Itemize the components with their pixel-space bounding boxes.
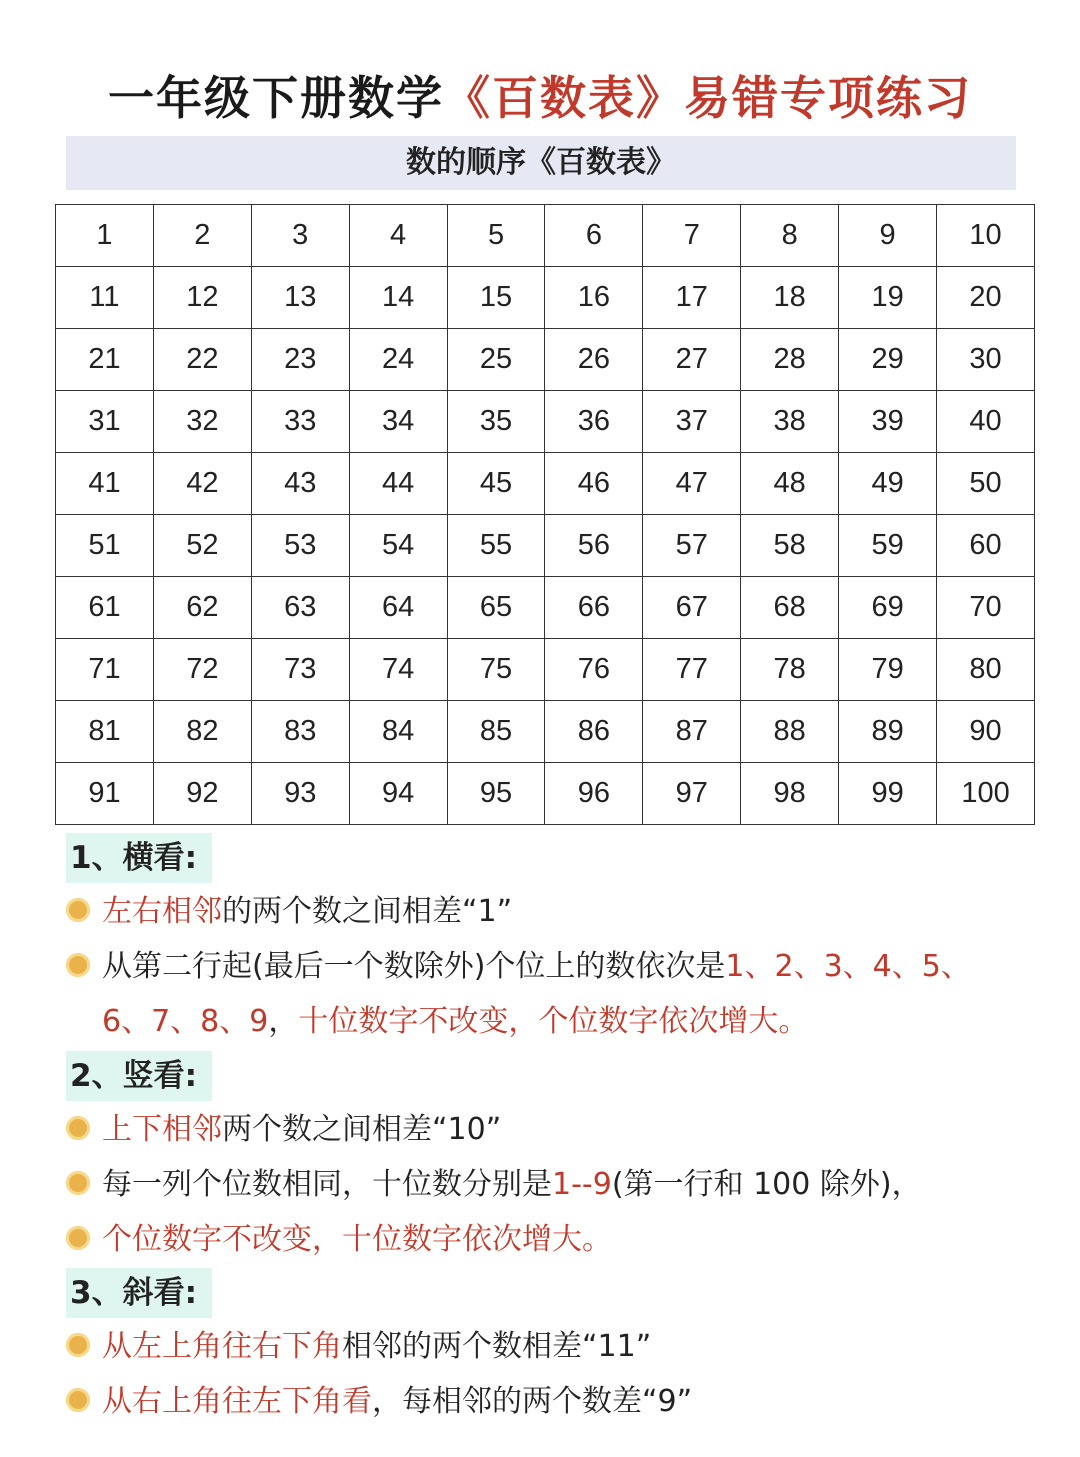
- table-cell: 24: [349, 329, 447, 391]
- table-cell: 68: [741, 577, 839, 639]
- section-3-line-2: [66, 1380, 692, 1424]
- table-cell: 56: [545, 515, 643, 577]
- section-1-heading: 1、横看:: [66, 833, 212, 883]
- table-cell: 8: [741, 205, 839, 267]
- s1-l3-sep: ，: [268, 1004, 299, 1039]
- table-cell: 30: [937, 329, 1035, 391]
- section-1-line-2: [66, 945, 971, 989]
- table-cell: 70: [937, 577, 1035, 639]
- table-cell: 90: [937, 701, 1035, 763]
- table-cell: 65: [447, 577, 545, 639]
- table-cell: 21: [56, 329, 154, 391]
- table-cell: 44: [349, 453, 447, 515]
- table-cell: 78: [741, 639, 839, 701]
- table-cell: 29: [839, 329, 937, 391]
- table-cell: 66: [545, 577, 643, 639]
- table-cell: 2: [153, 205, 251, 267]
- table-cell: 63: [251, 577, 349, 639]
- table-cell: 9: [839, 205, 937, 267]
- table-cell: 54: [349, 515, 447, 577]
- table-cell: 98: [741, 763, 839, 825]
- table-cell: 19: [839, 267, 937, 329]
- title-part-2: 《百数表》易错专项练习: [444, 71, 972, 125]
- table-cell: 45: [447, 453, 545, 515]
- table-cell: 10: [937, 205, 1035, 267]
- table-cell: 13: [251, 267, 349, 329]
- table-cell: 53: [251, 515, 349, 577]
- table-cell: 87: [643, 701, 741, 763]
- table-cell: 55: [447, 515, 545, 577]
- s1-l3-red2: 十位数字不改变，个位数字依次增大。: [298, 1004, 809, 1039]
- s2-l2-black: 每一列个位数相同，十位数分别是: [102, 1167, 552, 1202]
- title-part-1: 一年级下册数学: [108, 71, 444, 125]
- table-cell: 99: [839, 763, 937, 825]
- table-cell: 20: [937, 267, 1035, 329]
- table-cell: 18: [741, 267, 839, 329]
- table-cell: 89: [839, 701, 937, 763]
- table-cell: 72: [153, 639, 251, 701]
- table-cell: 17: [643, 267, 741, 329]
- table-row: [56, 577, 1035, 639]
- table-cell: 27: [643, 329, 741, 391]
- table-cell: 4: [349, 205, 447, 267]
- table-cell: 62: [153, 577, 251, 639]
- table-row: [56, 267, 1035, 329]
- table-cell: 51: [56, 515, 154, 577]
- table-cell: 38: [741, 391, 839, 453]
- table-cell: 92: [153, 763, 251, 825]
- table-cell: 83: [251, 701, 349, 763]
- table-cell: 97: [643, 763, 741, 825]
- table-row: [56, 391, 1035, 453]
- s2-l1-red: 上下相邻: [102, 1112, 222, 1147]
- flower-bullet-icon: [66, 1116, 90, 1140]
- flower-bullet-icon: [66, 898, 90, 922]
- table-cell: 47: [643, 453, 741, 515]
- table-cell: 42: [153, 453, 251, 515]
- table-cell: 61: [56, 577, 154, 639]
- table-cell: 96: [545, 763, 643, 825]
- table-cell: 100: [937, 763, 1035, 825]
- section-2-line-3: [66, 1218, 612, 1262]
- s1-l2-black: 从第二行起(最后一个数除外)个位上的数依次是: [102, 949, 726, 984]
- flower-bullet-icon: [66, 1226, 90, 1250]
- table-cell: 58: [741, 515, 839, 577]
- table-cell: 74: [349, 639, 447, 701]
- s3-l2-rest: ，每相邻的两个数差“9”: [372, 1384, 693, 1419]
- table-cell: 79: [839, 639, 937, 701]
- table-cell: 49: [839, 453, 937, 515]
- section-3-line-1: [66, 1325, 651, 1369]
- section-2-line-1: [66, 1108, 501, 1152]
- table-cell: 34: [349, 391, 447, 453]
- table-cell: 7: [643, 205, 741, 267]
- table-row: [56, 639, 1035, 701]
- flower-bullet-icon: [66, 1171, 90, 1195]
- table-cell: 93: [251, 763, 349, 825]
- s3-l1-red: 从左上角往右下角: [102, 1329, 342, 1364]
- table-cell: 52: [153, 515, 251, 577]
- table-cell: 41: [56, 453, 154, 515]
- s2-l1-rest: 两个数之间相差“10”: [222, 1112, 502, 1147]
- hundred-chart: [55, 204, 1035, 825]
- table-cell: 28: [741, 329, 839, 391]
- flower-bullet-icon: [66, 1333, 90, 1357]
- section-1-line-3: [102, 1000, 808, 1044]
- table-cell: 5: [447, 205, 545, 267]
- table-cell: 23: [251, 329, 349, 391]
- table-cell: 67: [643, 577, 741, 639]
- table-cell: 35: [447, 391, 545, 453]
- table-cell: 31: [56, 391, 154, 453]
- subtitle-bar: 数的顺序《百数表》: [66, 136, 1016, 190]
- table-cell: 95: [447, 763, 545, 825]
- s1-l1-rest: 的两个数之间相差“1”: [222, 894, 513, 929]
- table-cell: 16: [545, 267, 643, 329]
- table-cell: 76: [545, 639, 643, 701]
- s1-l1-red: 左右相邻: [102, 894, 222, 929]
- table-cell: 59: [839, 515, 937, 577]
- table-cell: 88: [741, 701, 839, 763]
- table-cell: 40: [937, 391, 1035, 453]
- table-cell: 69: [839, 577, 937, 639]
- s2-l3-red: 个位数字不改变，十位数字依次增大。: [102, 1222, 612, 1257]
- table-cell: 11: [56, 267, 154, 329]
- table-cell: 77: [643, 639, 741, 701]
- s3-l1-rest: 相邻的两个数相差“11”: [342, 1329, 652, 1364]
- table-cell: 39: [839, 391, 937, 453]
- table-cell: 32: [153, 391, 251, 453]
- section-1-line-1: [66, 890, 512, 934]
- table-cell: 46: [545, 453, 643, 515]
- table-row: [56, 701, 1035, 763]
- table-cell: 71: [56, 639, 154, 701]
- table-cell: 81: [56, 701, 154, 763]
- s3-l2-red: 从右上角往左下角看: [102, 1384, 372, 1419]
- table-cell: 94: [349, 763, 447, 825]
- table-row: [56, 763, 1035, 825]
- flower-bullet-icon: [66, 1388, 90, 1412]
- table-row: [56, 453, 1035, 515]
- table-cell: 25: [447, 329, 545, 391]
- table-cell: 22: [153, 329, 251, 391]
- table-cell: 50: [937, 453, 1035, 515]
- table-cell: 33: [251, 391, 349, 453]
- table-cell: 12: [153, 267, 251, 329]
- table-cell: 64: [349, 577, 447, 639]
- table-cell: 43: [251, 453, 349, 515]
- table-cell: 3: [251, 205, 349, 267]
- table-cell: 36: [545, 391, 643, 453]
- table-cell: 82: [153, 701, 251, 763]
- table-cell: 80: [937, 639, 1035, 701]
- s1-l3-red1: 6、7、8、9: [102, 1004, 269, 1039]
- table-cell: 84: [349, 701, 447, 763]
- table-cell: 48: [741, 453, 839, 515]
- section-3-heading: 3、斜看:: [66, 1268, 212, 1318]
- table-cell: 86: [545, 701, 643, 763]
- table-cell: 91: [56, 763, 154, 825]
- table-cell: 57: [643, 515, 741, 577]
- table-cell: 6: [545, 205, 643, 267]
- table-cell: 73: [251, 639, 349, 701]
- table-row: [56, 329, 1035, 391]
- table-cell: 1: [56, 205, 154, 267]
- table-cell: 60: [937, 515, 1035, 577]
- flower-bullet-icon: [66, 953, 90, 977]
- section-2-line-2: [66, 1163, 922, 1207]
- s1-l2-red: 1、2、3、4、5、: [725, 949, 971, 984]
- table-row: [56, 205, 1035, 267]
- s2-l2-red: 1--9: [552, 1167, 612, 1202]
- table-cell: 85: [447, 701, 545, 763]
- table-cell: 75: [447, 639, 545, 701]
- table-row: [56, 515, 1035, 577]
- table-cell: 37: [643, 391, 741, 453]
- table-cell: 26: [545, 329, 643, 391]
- table-cell: 15: [447, 267, 545, 329]
- s2-l2-rest: (第一行和 100 除外)，: [611, 1167, 922, 1202]
- table-cell: 14: [349, 267, 447, 329]
- page-title: [0, 62, 1080, 128]
- section-2-heading: 2、竖看:: [66, 1051, 212, 1101]
